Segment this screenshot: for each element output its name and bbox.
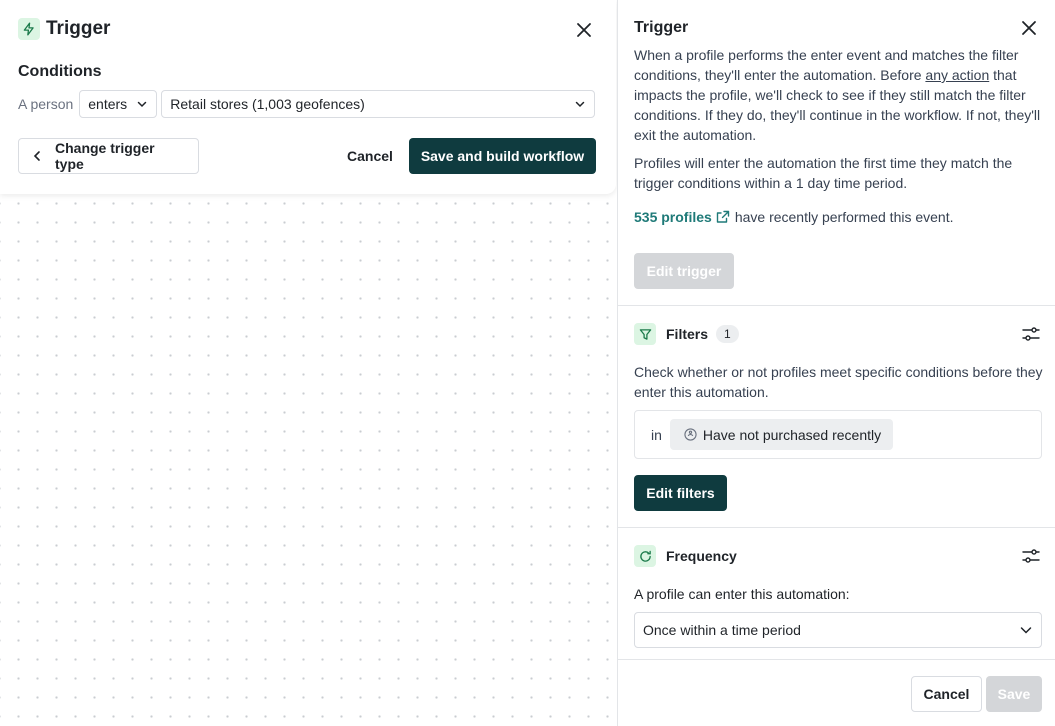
filter-condition-box	[634, 410, 1042, 459]
conditions-heading: Conditions	[18, 63, 102, 80]
divider	[618, 659, 1055, 660]
frequency-header	[634, 545, 737, 567]
edit-filters-button[interactable]: Edit filters	[634, 475, 727, 511]
edit-trigger-button[interactable]: Edit trigger	[634, 253, 734, 289]
change-trigger-type-label: Change trigger type	[55, 140, 155, 172]
geofence-select-value: Retail stores (1,003 geofences)	[170, 96, 365, 112]
sliders-icon[interactable]	[1022, 325, 1040, 343]
frequency-title: Frequency	[666, 548, 737, 564]
trigger-editor-card	[0, 0, 616, 194]
change-trigger-type-button[interactable]	[18, 138, 199, 174]
trigger-period-description: Profiles will enter the automation the first time they match the trigger conditions within a 1 day time period.	[634, 155, 1013, 191]
trigger-details-panel	[617, 0, 1055, 726]
cancel-button[interactable]: Cancel	[347, 148, 393, 164]
panel-title: Trigger	[634, 19, 689, 36]
filters-description: Check whether or not profiles meet specific conditions before they enter this automation.	[634, 364, 1043, 400]
footer-save-button[interactable]: Save	[986, 676, 1042, 712]
save-and-build-workflow-button[interactable]: Save and build workflow	[409, 138, 596, 174]
chevron-down-icon	[574, 98, 586, 110]
filters-header	[634, 323, 739, 345]
profiles-summary	[634, 209, 954, 225]
conditions-row	[18, 90, 595, 118]
chevron-left-icon	[31, 150, 43, 162]
filter-in-label: in	[651, 426, 662, 443]
profiles-summary-text: have recently performed this event.	[734, 209, 954, 225]
external-link-icon	[716, 210, 730, 224]
frequency-select[interactable]	[634, 612, 1042, 648]
close-icon[interactable]	[1019, 18, 1039, 38]
sliders-icon[interactable]	[1022, 547, 1040, 565]
action-select-value: enters	[88, 96, 128, 112]
any-action-link[interactable]: any action	[925, 67, 990, 83]
trigger-title: Trigger	[46, 18, 111, 39]
segment-filter-chip[interactable]	[670, 419, 893, 450]
profiles-link[interactable]: 535 profiles	[634, 209, 730, 225]
divider	[618, 527, 1055, 528]
filters-count-badge: 1	[716, 325, 739, 343]
action-select[interactable]	[79, 90, 157, 118]
person-label: A person	[18, 96, 74, 112]
trigger-description: When a profile performs the enter event and matches the filter conditions, they'll enter the automation. Before any action that impacts the profile, we'll check to see if they still match the filter conditions. If they do, they'll continue in the workflow. If not, they'll exit the automation.	[634, 47, 1041, 143]
close-icon[interactable]	[574, 20, 594, 40]
filter-funnel-icon	[634, 323, 656, 345]
frequency-select-value: Once within a time period	[643, 622, 801, 638]
trigger-header	[18, 18, 110, 40]
geofence-select[interactable]	[161, 90, 595, 118]
chevron-down-icon	[136, 98, 148, 110]
frequency-label: A profile can enter this automation:	[634, 586, 850, 602]
segment-filter-label: Have not purchased recently	[702, 426, 882, 443]
segment-icon	[684, 428, 697, 441]
footer-cancel-button[interactable]: Cancel	[911, 676, 982, 712]
refresh-icon	[634, 545, 656, 567]
bolt-icon	[18, 18, 40, 40]
filters-title: Filters	[666, 326, 709, 342]
divider	[618, 305, 1055, 306]
chevron-down-icon	[1019, 623, 1033, 637]
